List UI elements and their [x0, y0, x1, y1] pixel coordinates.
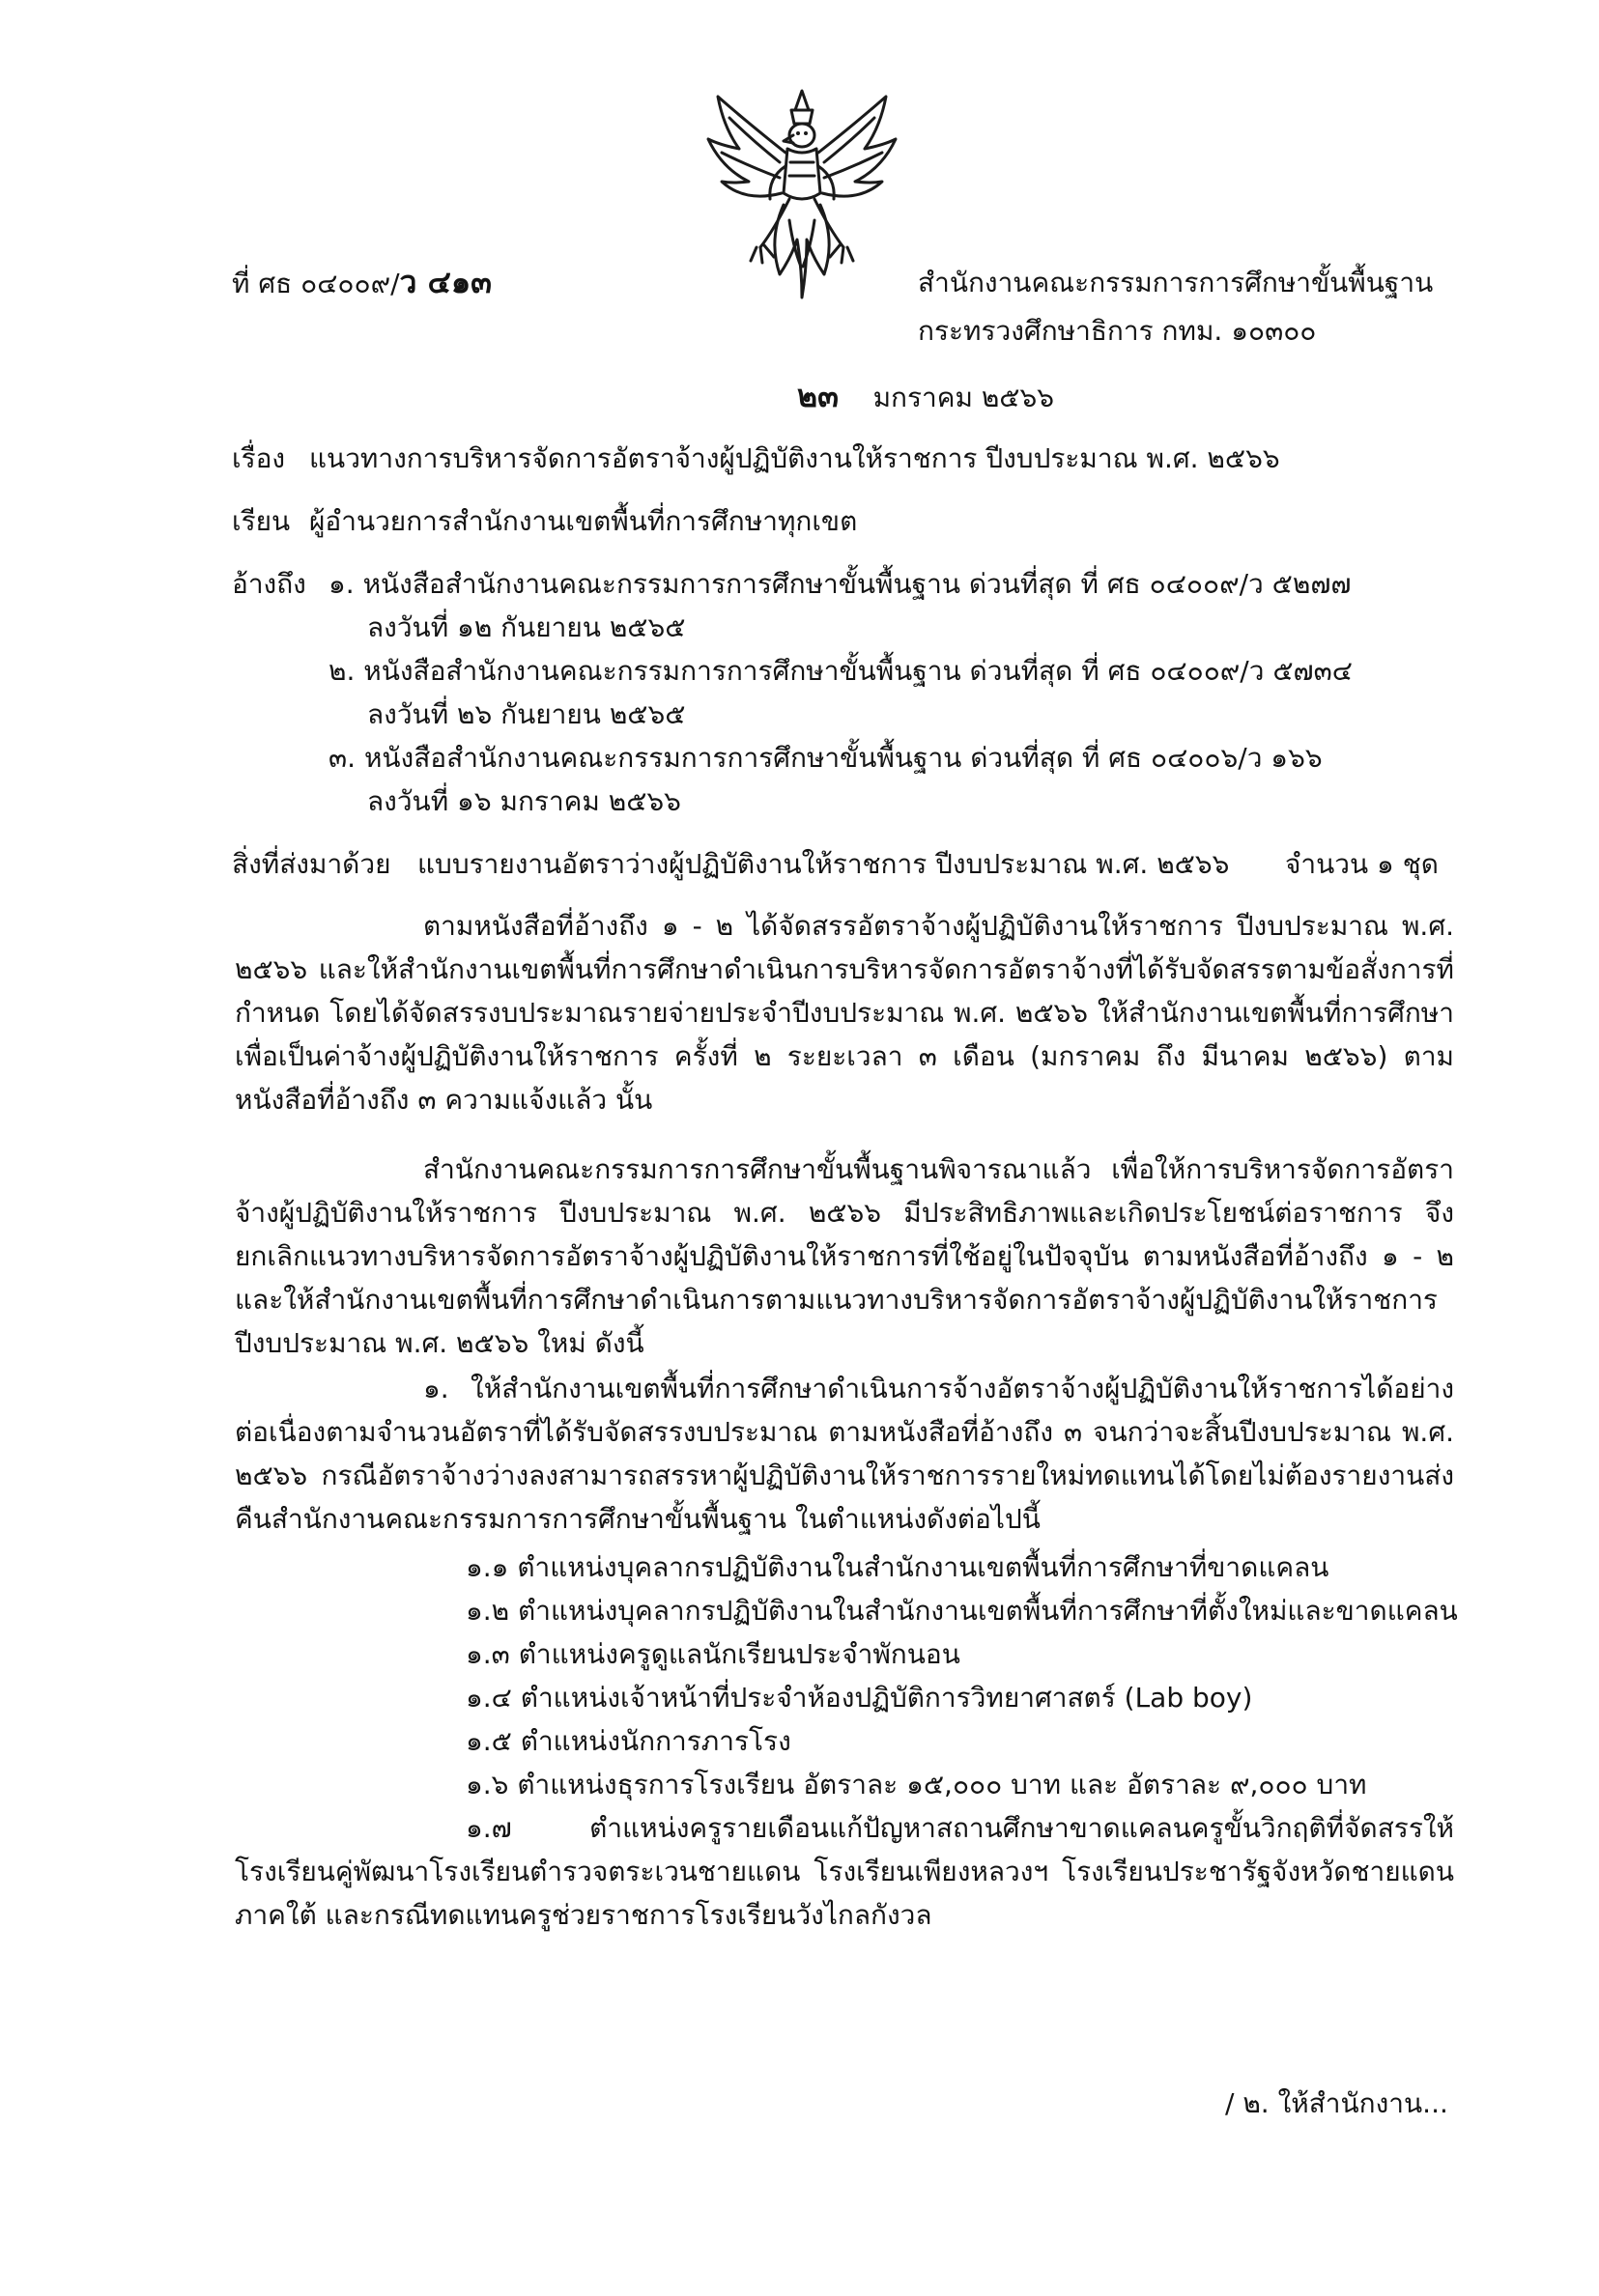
position-item-1-4: ๑.๔ ตำแหน่งเจ้าหน้าที่ประจำห้องปฏิบัติการวิทยาศาสตร์ (Lab boy): [466, 1682, 1253, 1714]
position-item-1-7: ๑.๗ ตำแหน่งครูรายเดือนแก้ปัญหาสถานศึกษาขาดแคลนครูขั้นวิกฤติที่จัดสรรให้โรงเรียนคู่พัฒนาโรงเรียนตำรวจตระเวนชายแดน โรงเรียนเพียงหลวงฯ โรงเรียนประชารัฐจังหวัดชายแดนภาคใต้ และกรณีทดแทนครูช่วยราชการโรงเรียนวังไกลกังวล: [235, 1812, 1454, 1931]
position-item-1-1: ๑.๑ ตำแหน่งบุคลากรปฏิบัติงานในสำนักงานเขตพื้นที่การศึกษาที่ขาดแคลน: [466, 1551, 1329, 1583]
reference-number-handwritten: ว ๔๑๓: [399, 264, 493, 300]
office-name: สำนักงานคณะกรรมการการศึกษาขั้นพื้นฐาน: [918, 267, 1434, 298]
reference-item-3-line2: ลงวันที่ ๑๖ มกราคม ๒๕๖๖: [367, 785, 681, 817]
subject-text: แนวทางการบริหารจัดการอัตราจ้างผู้ปฏิบัติงานให้ราชการ ปีงบประมาณ พ.ศ. ๒๕๖๖: [309, 442, 1280, 474]
reference-item-2-line2: ลงวันที่ ๒๖ กันยายน ๒๕๖๕: [367, 698, 686, 730]
reference-item-1-line2: ลงวันที่ ๑๒ กันยายน ๒๕๖๕: [367, 611, 686, 643]
reference-item-2-line1: ๒. หนังสือสำนักงานคณะกรรมการการศึกษาขั้นพื้นฐาน ด่วนที่สุด ที่ ศธ ๐๔๐๐๙/ว ๕๗๓๔: [328, 655, 1353, 687]
date-month-year: มกราคม ๒๕๖๖: [872, 382, 1055, 413]
enclosure-quantity: จำนวน ๑ ชุด: [1285, 848, 1439, 880]
date-day-handwritten: ๒๓: [797, 378, 839, 414]
position-item-1-3: ๑.๓ ตำแหน่งครูดูแลนักเรียนประจำพักนอน: [466, 1638, 960, 1670]
page-continuation: / ๒. ให้สำนักงาน...: [1225, 2087, 1448, 2119]
addressee-text: ผู้อำนวยการสำนักงานเขตพื้นที่การศึกษาทุกเขต: [309, 505, 858, 537]
body-paragraph-2: สำนักงานคณะกรรมการการศึกษาขั้นพื้นฐานพิจารณาแล้ว เพื่อให้การบริหารจัดการอัตราจ้างผู้ปฏิบัติงานให้ราชการ ปีงบประมาณ พ.ศ. ๒๕๖๖ มีประสิทธิภาพและเกิดประโยชน์ต่อราชการ จึงยกเลิกแนวทางบริหารจัดการอัตราจ้างผู้ปฏิบัติงานให้ราชการที่ใช้อยู่ในปัจจุบัน ตามหนังสือที่อ้างถึง ๑ - ๒ และให้สำนักงานเขตพื้นที่การศึกษาดำเนินการตามแนวทางบริหารจัดการอัตราจ้างผู้ปฏิบัติงานให้ราชการ ปีงบประมาณ พ.ศ. ๒๕๖๖ ใหม่ ดังนี้: [235, 1153, 1454, 1359]
reference-item-3-line1: ๓. หนังสือสำนักงานคณะกรรมการการศึกษาขั้นพื้นฐาน ด่วนที่สุด ที่ ศธ ๐๔๐๐๖/ว ๑๖๖: [328, 742, 1323, 774]
reference-number-printed: ที่ ศธ ๐๔๐๐๙/: [232, 268, 400, 299]
position-item-1-5: ๑.๕ ตำแหน่งนักการภารโรง: [466, 1725, 791, 1757]
body-paragraph-1: ตามหนังสือที่อ้างถึง ๑ - ๒ ได้จัดสรรอัตราจ้างผู้ปฏิบัติงานให้ราชการ ปีงบประมาณ พ.ศ. ๒๕๖๖ และให้สำนักงานเขตพื้นที่การศึกษาดำเนินการบริหารจัดการอัตราจ้างที่ได้รับจัดสรรตามข้อสั่งการที่กำหนด โดยได้จัดสรรงบประมาณรายจ่ายประจำปีงบประมาณ พ.ศ. ๒๕๖๖ ให้สำนักงานเขตพื้นที่การศึกษาเพื่อเป็นค่าจ้างผู้ปฏิบัติงานให้ราชการ ครั้งที่ ๒ ระยะเวลา ๓ เดือน (มกราคม ถึง มีนาคม ๒๕๖๖) ตามหนังสือที่อ้างถึง ๓ ความแจ้งแล้ว นั้น: [235, 910, 1455, 1116]
subject-line: [232, 437, 1280, 480]
enclosure-label: สิ่งที่ส่งมาด้วย: [232, 848, 391, 880]
reference-item-1-line1: ๑. หนังสือสำนักงานคณะกรรมการการศึกษาขั้นพื้นฐาน ด่วนที่สุด ที่ ศธ ๐๔๐๐๙/ว ๕๒๗๗: [328, 568, 1352, 600]
addressee-line: [232, 499, 857, 543]
reference-number: [232, 261, 492, 305]
office-address: กระทรวงศึกษาธิการ กทม. ๑๐๓๐๐: [918, 315, 1317, 347]
addressee-label: เรียน: [232, 505, 291, 537]
position-item-1-2: ๑.๒ ตำแหน่งบุคลากรปฏิบัติงานในสำนักงานเขตพื้นที่การศึกษาที่ตั้งใหม่และขาดแคลน: [466, 1595, 1458, 1627]
body-paragraph-3: ๑. ให้สำนักงานเขตพื้นที่การศึกษาดำเนินการจ้างอัตราจ้างผู้ปฏิบัติงานให้ราชการได้อย่างต่อเนื่องตามจำนวนอัตราที่ได้รับจัดสรรงบประมาณ ตามหนังสือที่อ้างถึง ๓ จนกว่าจะสิ้นปีงบประมาณ พ.ศ. ๒๕๖๖ กรณีอัตราจ้างว่างลงสามารถสรรหาผู้ปฏิบัติงานให้ราชการรายใหม่ทดแทนได้โดยไม่ต้องรายงานส่งคืนสำนักงานคณะกรรมการการศึกษาขั้นพื้นฐาน ในตำแหน่งดังต่อไปนี้: [235, 1373, 1454, 1535]
document-date: [797, 375, 1054, 419]
references-label: อ้างถึง: [232, 568, 306, 600]
enclosure-text: แบบรายงานอัตราว่างผู้ปฏิบัติงานให้ราชการ ปีงบประมาณ พ.ศ. ๒๕๖๖: [417, 848, 1230, 880]
garuda-emblem-icon: [700, 85, 903, 307]
subject-label: เรื่อง: [232, 442, 286, 474]
position-item-1-6: ๑.๖ ตำแหน่งธุรการโรงเรียน อัตราละ ๑๕,๐๐๐ บาท และ อัตราละ ๙,๐๐๐ บาท: [466, 1769, 1367, 1800]
